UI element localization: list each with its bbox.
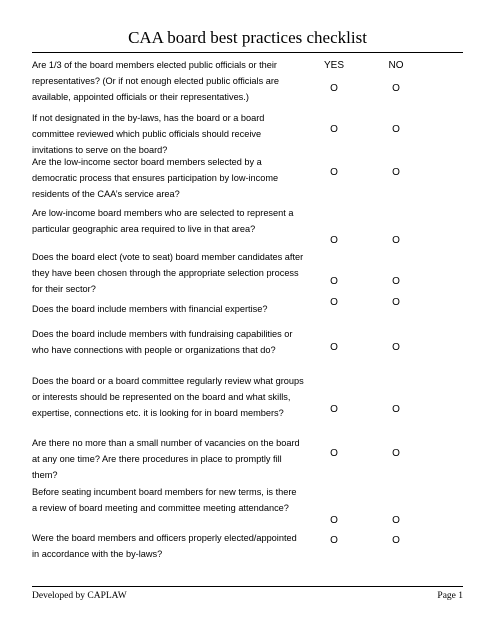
- yes-option-4[interactable]: O: [330, 235, 338, 246]
- question-10: Before seating incumbent board members for new terms, is there a review of board meeting and committee meeting attendance?: [32, 487, 297, 513]
- question-4: Are low-income board members who are selected to represent a particular geographic area required to live in that area?: [32, 208, 294, 234]
- question-1: Are 1/3 of the board members elected public officials or their representatives? (Or if not enough elected public officials are available, appointed officials or their representatives.): [32, 60, 280, 102]
- page-number: Page 1: [437, 591, 463, 601]
- no-option-2[interactable]: O: [392, 124, 400, 135]
- no-option-7[interactable]: O: [392, 342, 400, 353]
- no-option-9[interactable]: O: [392, 448, 400, 459]
- footer-credit: Developed by CAPLAW: [32, 591, 127, 601]
- no-option-3[interactable]: O: [392, 167, 400, 178]
- yes-option-8[interactable]: O: [330, 404, 338, 415]
- header-rule: [32, 52, 463, 53]
- yes-option-3[interactable]: O: [330, 167, 338, 178]
- question-2: If not designated in the by-laws, has the board or a board committee reviewed which public officials should receive invitations to serve on the board?: [32, 113, 265, 155]
- no-option-10[interactable]: O: [392, 515, 400, 526]
- yes-option-11[interactable]: O: [330, 535, 338, 546]
- yes-option-7[interactable]: O: [330, 342, 338, 353]
- yes-option-10[interactable]: O: [330, 515, 338, 526]
- footer-rule: [32, 586, 463, 587]
- yes-option-5[interactable]: O: [330, 276, 338, 287]
- no-column-header: NO: [388, 60, 404, 71]
- no-option-8[interactable]: O: [392, 404, 400, 415]
- no-option-6[interactable]: O: [392, 297, 400, 308]
- yes-option-9[interactable]: O: [330, 448, 338, 459]
- question-7: Does the board include members with fundraising capabilities or who have connections with people or organizations that do?: [32, 329, 293, 355]
- no-option-1[interactable]: O: [392, 83, 400, 94]
- yes-column-header: YES: [323, 60, 344, 71]
- question-11: Were the board members and officers properly elected/appointed in accordance with the by-laws?: [32, 533, 297, 559]
- yes-option-2[interactable]: O: [330, 124, 338, 135]
- question-3: Are the low-income sector board members selected by a democratic process that ensures participation by low-income residents of the CAA’s service area?: [32, 157, 279, 199]
- yes-option-6[interactable]: O: [330, 297, 338, 308]
- no-option-4[interactable]: O: [392, 235, 400, 246]
- question-9: Are there no more than a small number of vacancies on the board at any one time? Are there procedures in place to promptly fill them?: [32, 438, 300, 480]
- page-title: CAA board best practices checklist: [128, 28, 367, 47]
- question-8: Does the board or a board committee regularly review what groups or interests should be represented on the board and what skills, expertise, connections etc. it is looking for in board members?: [32, 376, 304, 418]
- no-option-11[interactable]: O: [392, 535, 400, 546]
- no-option-5[interactable]: O: [392, 276, 400, 287]
- yes-option-1[interactable]: O: [330, 83, 338, 94]
- question-6: Does the board include members with financial expertise?: [32, 304, 268, 314]
- question-5: Does the board elect (vote to seat) board member candidates after they have been chosen through the appropriate selection process for their sector?: [32, 252, 304, 294]
